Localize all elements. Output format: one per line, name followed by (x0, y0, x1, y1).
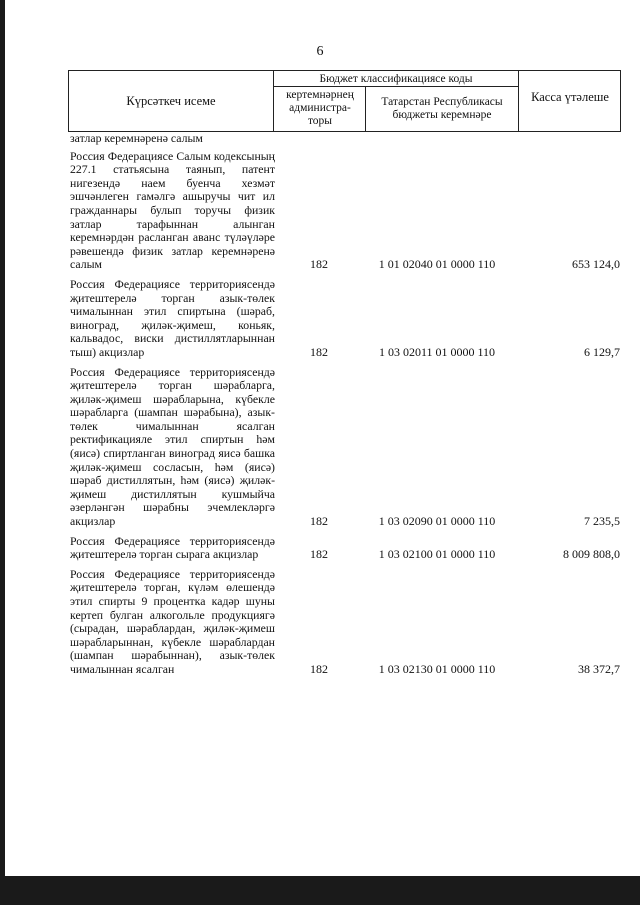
table-row (70, 278, 620, 360)
revenue-code: 1 01 02040 01 0000 110 (378, 257, 496, 272)
cash-amount: 8 009 808,0 (563, 547, 620, 562)
admin-code: 182 (310, 661, 328, 676)
table-row (70, 535, 620, 562)
table-row (70, 568, 620, 677)
indicator-name: Россия Федерациясе территориясендә җитештерелә торган шәрабларга, җиләк-җимеш шәрабларына, күбекле шәрабларга (шампан шәрабына), азык-төлек чималыннан ясалган ректификацияле этил спиртын һәм (яисә) спиртланган виноград яисә башка җиләк-җимеш сосласын, һәм (яисә) шәраб дистиллятын, һәм (яисә) җиләк-җимеш дистиллятын кушмыйча әзерләнгән шәрабны эчемлекләргә акцизлар (70, 364, 275, 529)
header-revenue-column: Татарстан Республикасы бюджеты керемнәре (381, 96, 503, 121)
admin-code: 182 (310, 547, 328, 562)
cash-amount: 6 129,7 (584, 344, 620, 359)
scan-bottom-edge (0, 876, 640, 905)
cash-amount: 7 235,5 (584, 514, 620, 529)
admin-code: 182 (310, 514, 328, 529)
header-budget-classification: Бюджет классификациясе коды (319, 73, 473, 85)
revenue-code: 1 03 02090 01 0000 110 (378, 514, 496, 529)
revenue-code: 1 03 02011 01 0000 110 (378, 344, 496, 359)
scan-left-edge (0, 0, 5, 880)
header-admin-column: кертемнәрнең администра-торы (286, 89, 354, 127)
admin-code: 182 (310, 257, 328, 272)
revenue-code: 1 03 02100 01 0000 110 (378, 547, 496, 562)
admin-code: 182 (310, 344, 328, 359)
header-cash-column: Касса үтәлеше (531, 90, 609, 104)
table-row (70, 150, 620, 272)
indicator-name: Россия Федерациясе Салым кодексының 227.1 статьясына таянып, патент нигезендә наем буенча хезмәт эшчәнлеген гамәлгә ашыручы чит ил гражданнары булып торучы физик затлар тарафыннан алынган керемнәрдән расланган аванс түләүләре рәвешендә физик затлар керемнәренә салым (70, 148, 275, 272)
cash-amount: 38 372,7 (578, 661, 620, 676)
indicator-name: затлар керемнәренә салым (70, 131, 203, 145)
table-row (70, 132, 620, 146)
revenue-code: 1 03 02130 01 0000 110 (378, 661, 496, 676)
indicator-name: Россия Федерациясе территориясендә җитештерелә торган сырага акцизлар (70, 533, 275, 562)
table-row (70, 366, 620, 529)
cash-amount: 653 124,0 (572, 257, 620, 272)
table-body (70, 132, 620, 683)
indicator-name: Россия Федерациясе территориясендә җитештерелә торган, күләм өлешендә этил спирты 9 процентка кадәр шуны кертеп булган алкогольле продукциягә (сырадан, шәраблардан, җиләк-җимеш шәрабларыннан, күбекле шәраблардан (шампан шәрабыннан), азык-төлек чималыннан ясалган (70, 566, 275, 676)
page-number: 6 (316, 44, 324, 59)
indicator-name: Россия Федерациясе территориясендә җитештерелә торган азык-төлек чималыннан этил спиртына (шәраб, виноград, җиләк-җимеш, коньяк, кальвадос, виски дистиллятларыннан тыш) акцизлар (70, 276, 275, 359)
header-indicator-name: Күрсәткеч исеме (126, 94, 216, 108)
